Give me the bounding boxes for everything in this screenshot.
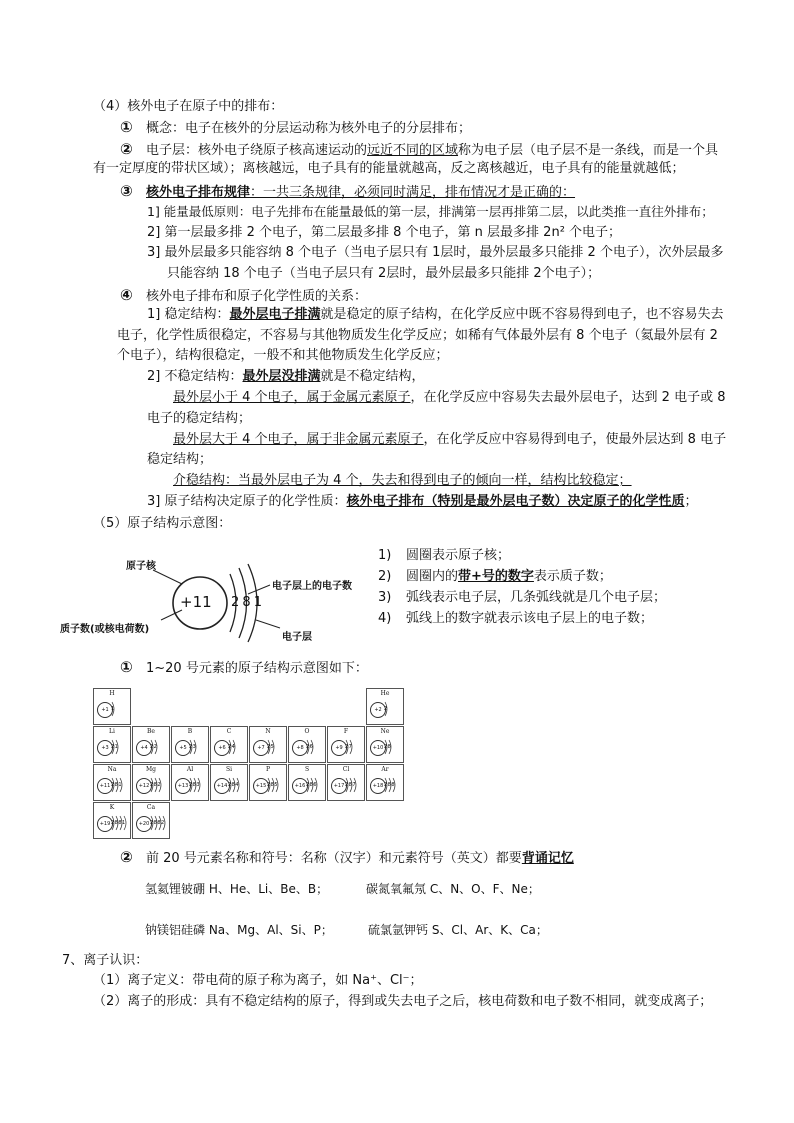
element-cell-al [171, 764, 209, 801]
legend-key: 2) [378, 569, 392, 584]
element-cell-c [210, 726, 248, 763]
underlined-text: 背诵记忆 [521, 851, 574, 866]
electron-distribution: 1 [111, 706, 115, 712]
item-number: ① [120, 658, 133, 676]
text: ，在化学反应中容易得到电子，使最外层达到 8 电子 [423, 432, 727, 447]
element-nucleus: +15 [253, 778, 269, 794]
element-nucleus: +13 [175, 778, 191, 794]
element-nucleus: +14 [214, 778, 230, 794]
element-symbol: H [109, 690, 115, 697]
nucleus-label: 原子核 [126, 561, 156, 572]
underlined-text: 最外层大于 4 个电子，属于非金属元素原子 [173, 432, 424, 447]
electron-distribution: 22 [150, 744, 158, 750]
element-cell-cl [327, 764, 365, 801]
element-symbol: C [226, 728, 232, 735]
electron-distribution: 2 [384, 706, 388, 712]
element-nucleus: +11 [97, 778, 113, 794]
element-symbol: K [109, 804, 115, 811]
metal-line [173, 389, 726, 407]
stable-structure [147, 306, 724, 324]
element-symbol: F [343, 728, 349, 735]
electron-distribution: 28 [384, 744, 392, 750]
section-7-heading: 7、离子认识： [62, 953, 149, 968]
electron-distribution: 23 [189, 744, 197, 750]
mnemonic-1a: 氢氦锂铍硼 H、He、Li、Be、B； [145, 882, 329, 896]
ion-formation: （2）离子的形成：具有不稳定结构的原子，得到或失去电子之后，核电荷数和电子数不相同，就变成离子； [93, 994, 713, 1009]
electron-count-label: 电子层上的电子数 [272, 581, 352, 592]
atom-structure-diagram [58, 548, 368, 648]
item-number: ② [120, 848, 133, 866]
text: 1] 稳定结构： [147, 307, 230, 322]
unstable-structure [147, 368, 425, 386]
text: 称为电子层（电子层不是一条线，而是一个具 [458, 143, 719, 158]
text: 核外电子排布和原子化学性质的关系： [146, 289, 368, 304]
element-nucleus: +17 [331, 778, 347, 794]
element-nucleus: +3 [97, 740, 113, 756]
element-symbol: Cl [342, 766, 350, 773]
element-symbol: Na [107, 766, 117, 773]
legend-key: 4) [378, 611, 392, 626]
element-symbol: Ar [381, 766, 389, 773]
element-symbol: Ne [380, 728, 390, 735]
item-2-line2: 有一定厚度的带状区域）；离核越远，电子具有的能量就越高，反之离核越近，电子具有的能量就越低； [93, 161, 685, 176]
electron-distribution: 27 [345, 744, 353, 750]
text: ，在化学反应中容易失去最外层电子，达到 2 电子或 8 [410, 390, 726, 405]
element-cell-s [288, 764, 326, 801]
electron-distribution: 25 [267, 744, 275, 750]
element-nucleus: +19 [97, 816, 113, 832]
element-cell-si [210, 764, 248, 801]
text: 2] 不稳定结构： [147, 369, 243, 384]
legend-text: 圆圈内的 [406, 569, 459, 584]
element-cell-na [93, 764, 131, 801]
element-symbol: Mg [146, 766, 156, 773]
nucleus-charge: +11 [180, 593, 212, 611]
legend-underlined: 带+号的数字 [458, 569, 534, 584]
stable-line2: 电子，化学性质很稳定，不容易与其他物质发生化学反应；如稀有气体最外层有 8 个电子（氦最外层有 2 [117, 328, 718, 343]
legend-key: 1) [378, 548, 392, 563]
legend-item-4 [378, 610, 653, 628]
element-cell-ar [366, 764, 404, 801]
underlined-text: 最外层没排满 [242, 369, 321, 384]
shell-label: 电子层 [282, 632, 312, 643]
element-symbol: O [304, 728, 310, 735]
mnemonic-1b: 碳氮氧氟氖 C、N、O、F、Ne； [366, 882, 540, 896]
element-nucleus: +10 [370, 740, 386, 756]
element-nucleus: +6 [214, 740, 230, 756]
item-5-2 [120, 848, 574, 868]
element-cell-ca [132, 802, 170, 839]
element-cell-he [366, 688, 404, 725]
element-symbol: S [304, 766, 310, 773]
item-5-1 [120, 658, 368, 678]
element-cell-ne [366, 726, 404, 763]
electron-distribution: 286 [306, 782, 318, 788]
element-symbol: N [265, 728, 271, 735]
element-symbol: P [265, 766, 271, 773]
text: 3] 原子结构决定原子的化学性质： [147, 494, 347, 509]
electron-distribution: 283 [189, 782, 201, 788]
legend-text: 圆圈表示原子核； [406, 548, 511, 563]
legend-text: 表示质子数； [533, 569, 612, 584]
element-nucleus: +9 [331, 740, 347, 756]
element-nucleus: +12 [136, 778, 152, 794]
element-symbol: Be [147, 728, 155, 735]
element-symbol: Li [109, 728, 115, 735]
item-4 [120, 286, 367, 306]
legend-item-1 [378, 547, 510, 565]
electron-distribution: 282 [150, 782, 162, 788]
rule-3: 3] 最外层最多只能容纳 8 个电子（当电子层只有 1层时，最外层最多只能排 2 个电子），次外层最多 [147, 245, 724, 260]
item-3 [120, 182, 575, 202]
metastable-line [173, 472, 632, 490]
section-5-heading: （5）原子结构示意图： [93, 516, 232, 531]
rule-3-line2: 只能容纳 18 个电子（当电子层只有 2层时，最外层最多只能排 2个电子）； [167, 266, 601, 281]
shell-electron-numbers: 2 8 1 [231, 595, 262, 610]
underlined-text: 最外层电子排满 [229, 307, 321, 322]
item-text: 前 20 号元素名称和符号：名称（汉字）和元素符号（英文）都要 [146, 851, 522, 866]
legend-item-2 [378, 568, 612, 586]
electron-distribution: 26 [306, 744, 314, 750]
legend-text: 弧线表示电子层，几条弧线就是几个电子层； [406, 590, 667, 605]
element-nucleus: +5 [175, 740, 191, 756]
element-cell-n [249, 726, 287, 763]
item-1 [120, 118, 471, 138]
section-4-heading: （4）核外电子在原子中的排布： [93, 99, 284, 114]
underlined-text: 远近不同的区域 [367, 143, 459, 158]
electron-distribution: 21 [111, 744, 119, 750]
element-symbol: Si [225, 766, 233, 773]
electron-distribution: 2881 [111, 820, 126, 826]
nonmetal-line [173, 431, 726, 449]
element-symbol: Al [186, 766, 194, 773]
element-nucleus: +16 [292, 778, 308, 794]
element-cell-li [93, 726, 131, 763]
underlined-text: 最外层小于 4 个电子，属于金属元素原子 [173, 390, 411, 405]
element-cell-h [93, 688, 131, 725]
element-cell-o [288, 726, 326, 763]
item-number: ④ [120, 286, 133, 304]
element-symbol: B [187, 728, 193, 735]
legend-item-3 [378, 589, 666, 607]
stable-line3: 个电子），结构很稳定，一般不和其他物质发生化学反应； [117, 348, 449, 363]
electron-distribution: 285 [267, 782, 279, 788]
ion-definition: （1）离子定义：带电荷的原子称为离子，如 Na⁺、Cl⁻； [93, 973, 423, 988]
mnemonic-2a: 钠镁铝硅磷 Na、Mg、Al、Si、P； [145, 923, 333, 937]
electron-distribution: 287 [345, 782, 357, 788]
text: ； [684, 494, 698, 509]
nonmetal-line2: 稳定结构； [147, 452, 213, 467]
item-2 [120, 140, 718, 160]
element-cell-mg [132, 764, 170, 801]
item-number: ① [120, 118, 133, 136]
underlined-text: 核外电子排布（特别是最外层电子数）决定原子的化学性质 [346, 494, 685, 509]
rule-text: ：一共三条规律，必须同时满足，排布情况才是正确的： [250, 185, 576, 200]
underlined-text: 介稳结构：当最外层电子为 4 个，失去和得到电子的倾向一样，结构比较稳定； [173, 473, 632, 488]
element-nucleus: +18 [370, 778, 386, 794]
item-number: ② [120, 140, 133, 158]
mnemonic-2b: 硫氯氩钾钙 S、Cl、Ar、K、Ca； [368, 923, 548, 937]
element-cell-be [132, 726, 170, 763]
element-nucleus: +7 [253, 740, 269, 756]
electron-distribution: 284 [228, 782, 240, 788]
element-cell-b [171, 726, 209, 763]
element-symbol: He [380, 690, 390, 697]
electron-distribution: 281 [111, 782, 123, 788]
rule-1: 1] 能量最低原则：电子先排布在能量最低的第一层，排满第一层再排第二层，以此类推一直往外排布； [147, 204, 714, 219]
text: 就是不稳定结构， [320, 369, 425, 384]
text: 就是稳定的原子结构，在化学反应中既不容易得到电子，也不容易失去 [320, 307, 724, 322]
item-number: ③ [120, 182, 133, 200]
electron-distribution: 24 [228, 744, 236, 750]
metal-line2: 电子的稳定结构； [147, 411, 252, 426]
element-symbol: Ca [146, 804, 156, 811]
structure-determines [147, 493, 698, 511]
rule-2: 2] 第一层最多排 2 个电子，第二层最多排 8 个电子，第 n 层最多排 2n² 个电子； [147, 225, 622, 240]
periodic-table-grid [93, 688, 411, 840]
element-cell-k [93, 802, 131, 839]
element-cell-p [249, 764, 287, 801]
legend-key: 3) [378, 590, 392, 605]
legend-text: 弧线上的数字就表示该电子层上的电子数； [406, 611, 654, 626]
element-nucleus: +2 [370, 702, 386, 718]
text: 电子层：核外电子绕原子核高速运动的 [146, 143, 368, 158]
element-cell-f [327, 726, 365, 763]
item-text: 概念：电子在核外的分层运动称为核外电子的分层排布； [146, 121, 472, 136]
electron-distribution: 2882 [150, 820, 165, 826]
element-nucleus: +20 [136, 816, 152, 832]
element-nucleus: +8 [292, 740, 308, 756]
electron-distribution: 288 [384, 782, 396, 788]
rule-title: 核外电子排布规律 [146, 185, 251, 200]
item-text: 1~20 号元素的原子结构示意图如下： [146, 661, 368, 676]
element-nucleus: +4 [136, 740, 152, 756]
element-nucleus: +1 [97, 702, 113, 718]
proton-count-label: 质子数(或核电荷数) [60, 624, 150, 635]
